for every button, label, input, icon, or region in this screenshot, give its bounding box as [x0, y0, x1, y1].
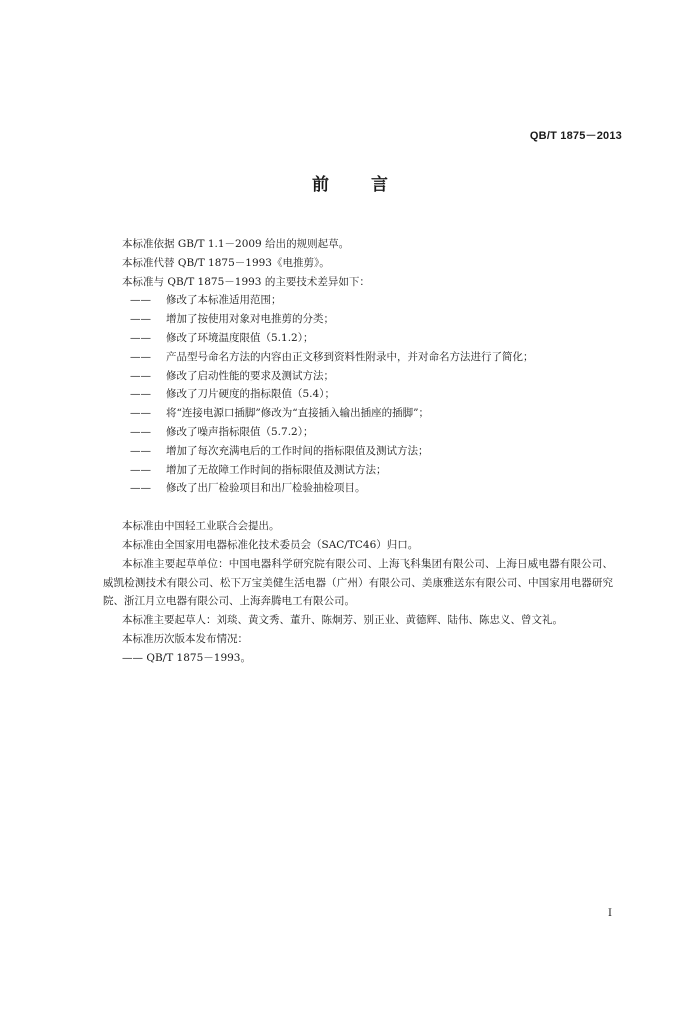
list-item-text: 修改了刀片硬度的指标限值（5.4）；	[166, 388, 335, 401]
list-item	[103, 404, 613, 423]
history-item: —— QB/T 1875－1993。	[122, 651, 251, 664]
list-item	[103, 310, 613, 329]
page-title: 前 言	[312, 175, 406, 195]
document-body	[103, 235, 613, 668]
list-item	[103, 442, 613, 461]
list-dash: ——	[130, 388, 151, 401]
intro-line-basis: 本标准依据 GB/T 1.1－2009 给出的规则起草。	[122, 238, 350, 250]
list-dash: ——	[130, 425, 151, 438]
list-item-text: 修改了本标准适用范围；	[166, 294, 282, 307]
page-number: I	[608, 908, 612, 919]
list-item	[103, 348, 613, 367]
list-item	[103, 291, 613, 310]
list-dash: ——	[130, 294, 151, 307]
list-dash: ——	[130, 482, 151, 495]
list-dash: ——	[130, 369, 151, 382]
list-item-text: 将“连接电源口插脚”修改为“直接插入输出插座的插脚”；	[166, 407, 429, 420]
list-item-text: 增加了每次充满电后的工作时间的指标限值及测试方法；	[166, 444, 429, 457]
committee-line: 本标准由全国家用电器标准化技术委员会（SAC/TC46）归口。	[122, 538, 419, 551]
list-item-text: 修改了噪声指标限值（5.7.2）；	[166, 425, 314, 438]
list-item-text: 修改了环境温度限值（5.1.2）；	[166, 331, 314, 344]
drafting-units-paragraph: 本标准主要起草单位：中国电器科学研究院有限公司、上海飞科集团有限公司、上海日威电器有限公司、威凯检测技术有限公司、松下万宝美健生活电器（广州）有限公司、美康雅送东有限公司、中国家用电器研究院、浙江月立电器有限公司、上海奔腾电工有限公司。	[103, 557, 613, 608]
proposer-line: 本标准由中国轻工业联合会提出。	[122, 520, 280, 533]
list-item	[103, 385, 613, 404]
list-item	[103, 329, 613, 348]
list-item-text: 修改了出厂检验项目和出厂检验抽检项目。	[166, 482, 366, 495]
intro-line-differences: 本标准与 QB/T 1875－1993 的主要技术差异如下：	[122, 275, 370, 288]
list-item	[103, 461, 613, 480]
list-dash: ——	[130, 313, 151, 326]
list-item	[103, 479, 613, 498]
standard-code: QB/T 1875－2013	[529, 130, 622, 142]
list-item-text: 增加了无故障工作时间的指标限值及测试方法；	[166, 463, 387, 476]
changes-list	[103, 291, 613, 498]
list-item-text: 修改了启动性能的要求及测试方法；	[166, 369, 334, 382]
section-gap	[103, 498, 613, 517]
drafters-line: 本标准主要起草人：刘琰、黄文秀、董升、陈炯芳、别正业、黄德辉、陆伟、陈忠义、曾文礼。	[122, 614, 563, 627]
list-item	[103, 367, 613, 386]
list-item-text: 增加了按使用对象对电推剪的分类；	[166, 313, 334, 326]
list-item-text: 产品型号命名方法的内容由正文移到资料性附录中，并对命名方法进行了简化；	[166, 350, 534, 363]
list-dash: ——	[130, 463, 151, 476]
list-dash: ——	[130, 444, 151, 457]
list-dash: ——	[130, 407, 151, 420]
list-item	[103, 423, 613, 442]
history-heading: 本标准历次版本发布情况：	[122, 632, 248, 645]
list-dash: ——	[130, 350, 151, 363]
list-dash: ——	[130, 331, 151, 344]
intro-line-replaces: 本标准代替 QB/T 1875－1993《电推剪》。	[122, 256, 330, 269]
